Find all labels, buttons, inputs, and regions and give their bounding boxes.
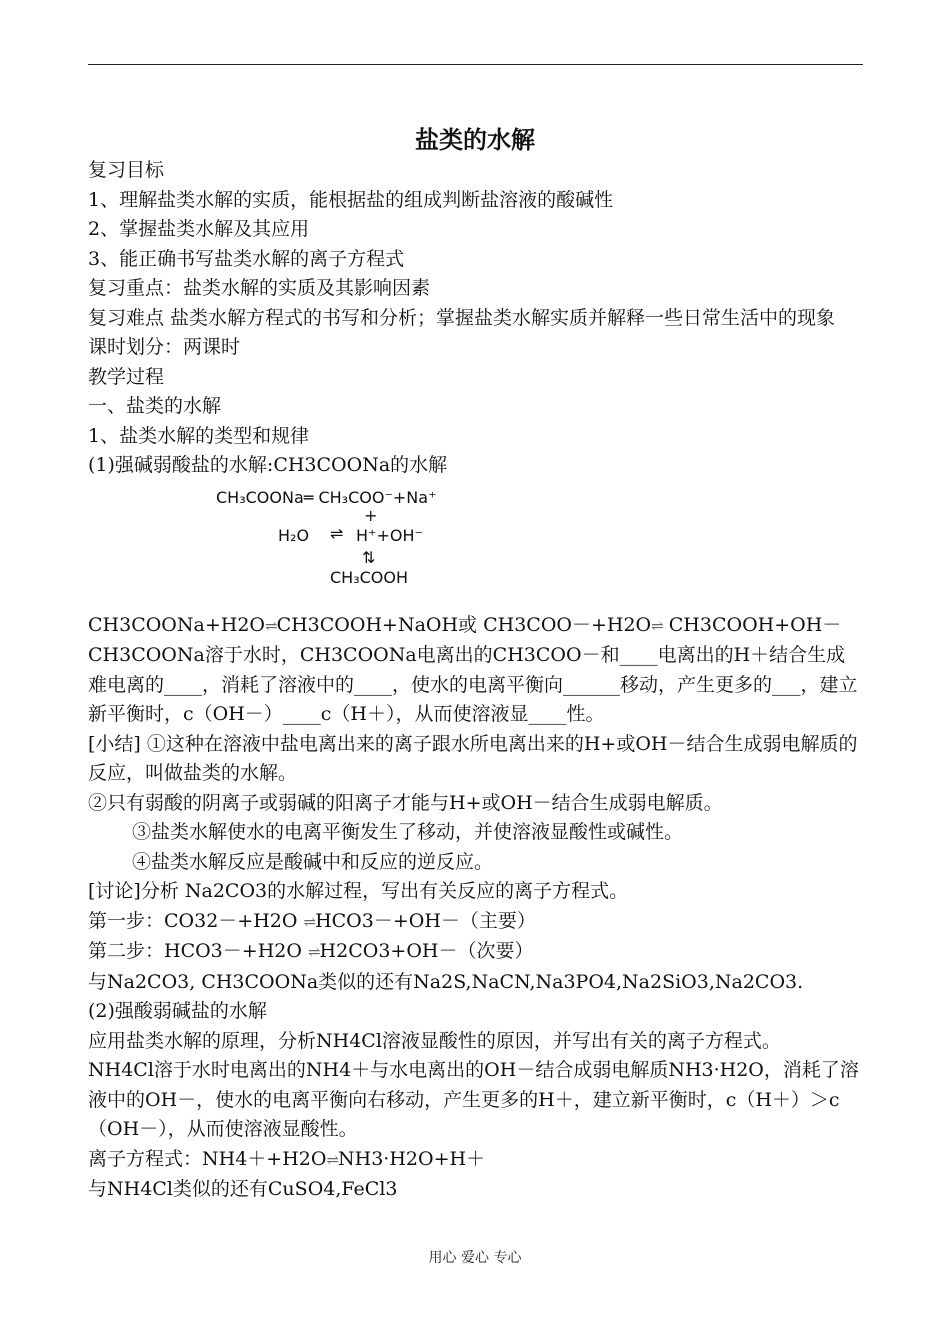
diagram-ions: H⁺+OH⁻ [356,525,423,545]
text-line: 教学过程 [88,365,165,388]
step-left: 第一步：CO32－+H2O [88,909,304,932]
difficulty-paragraph: 复习难点 盐类水解方程式的书写和分析；掌握盐类水解实质并解释一些日常生活中的现象 [88,306,836,329]
section-heading: 一、盐类的水解 [88,395,222,417]
header-rule [88,64,863,65]
explanation-paragraph: NH4Cl溶于水时电离出的NH4＋与水电离出的OH－结合成弱电解质NH3·H2O，消耗了溶液中的OH－，使水的电离平衡向右移动，产生更多的H＋，建立新平衡时，c（H＋）＞c（OH－），从而使溶液显酸性。 [88,1059,859,1140]
step-right: HCO3－+OH－（主要） [315,909,536,932]
equilibrium-arrow-icon: ⇌ [265,616,277,635]
equilibrium-arrow-icon: ⇌ [307,943,320,961]
equation-left: CH3COONa+H2O [88,613,265,636]
subsection-heading: (2)强酸弱碱盐的水解 [88,1000,267,1022]
text-line: 1、理解盐类水解的实质，能根据盐的组成判断盐溶液的酸碱性 [88,188,614,211]
text-line: 复习目标 [88,159,165,181]
hydrolysis-diagram [88,481,863,611]
summary-item: [小结] ①这种在溶液中盐电离出来的离子跟水所电离出来的H+或OH－结合生成弱电解质的反应，叫做盐类的水解。 [88,732,858,784]
equation-right: CH3COOH+OH－ [662,613,842,636]
ionic-left: 离子方程式：NH4＋+H2O [88,1147,327,1170]
diagram-water: H₂O [278,525,310,545]
step-equation [88,937,863,968]
fill-blank-paragraph: CH3COONa溶于水时，CH3COONa电离出的CH3COO－和____电离出的H＋结合生成难电离的____，消耗了溶液中的____，使水的电离平衡向______移动，产生更多的___，建立新平衡时，c（OH－）____c（H＋），从而使溶液显____性。 [88,644,858,725]
summary-item: ③盐类水解使水的电离平衡发生了移动，并使溶液显酸性或碱性。 [132,821,684,843]
text-line: 复习重点：盐类水解的实质及其影响因素 [88,277,431,299]
subsection-heading: 1、盐类水解的类型和规律 [88,424,310,447]
ionic-equation [88,1145,863,1176]
text-line: 与NH4Cl类似的还有CuSO4,FeCl3 [88,1178,398,1200]
page-title: 盐类的水解 [415,126,535,154]
step-right: H2CO3+OH－（次要） [319,940,534,962]
equilibrium-arrow-icon: ⇌ [303,912,316,931]
subsection-heading: (1)强碱弱酸盐的水解:CH3COONa的水解 [88,454,448,476]
equilibrium-arrow-icon: ⇌ [330,523,344,543]
page-footer: 用心 爱心 专心 [428,1250,522,1266]
text-line: 3、能正确书写盐类水解的离子方程式 [88,247,405,270]
text-line: 课时划分：两课时 [88,336,241,358]
text-line: 与Na2CO3, CH3COONa类似的还有Na2S,NaCN,Na3PO4,Na2SiO3,Na2CO3. [88,970,804,993]
equation-mid: CH3COOH+NaOH或 CH3COO－+H2O [276,613,652,636]
equation-line [88,611,863,642]
ionic-right: NH3·H2O+H＋ [338,1147,486,1170]
step-equation [88,907,863,938]
document-body [88,156,863,1205]
arrow-down-icon: ⇅ [362,547,376,567]
diagram-plus: + [364,505,378,525]
equilibrium-arrow-icon: ⇌ [651,616,663,635]
summary-item: ②只有弱酸的阴离子或弱碱的阳离子才能与H+或OH－结合生成弱电解质。 [88,791,723,814]
diagram-acetic-acid: CH₃COOH [330,567,409,587]
step-left: 第二步：HCO3－+H2O [88,940,308,962]
text-line: 应用盐类水解的原理，分析NH4Cl溶液显酸性的原因，并写出有关的离子方程式。 [88,1029,781,1052]
text-line: 2、掌握盐类水解及其应用 [88,218,310,240]
equilibrium-arrow-icon: ⇌ [326,1150,339,1169]
summary-item: ④盐类水解反应是酸碱中和反应的逆反应。 [132,850,494,873]
diagram-row-1: CH₃COONa═ CH₃COO⁻+Na⁺ [216,487,437,507]
discussion-line: [讨论]分析 Na2CO3的水解过程，写出有关反应的离子方程式。 [88,880,629,902]
